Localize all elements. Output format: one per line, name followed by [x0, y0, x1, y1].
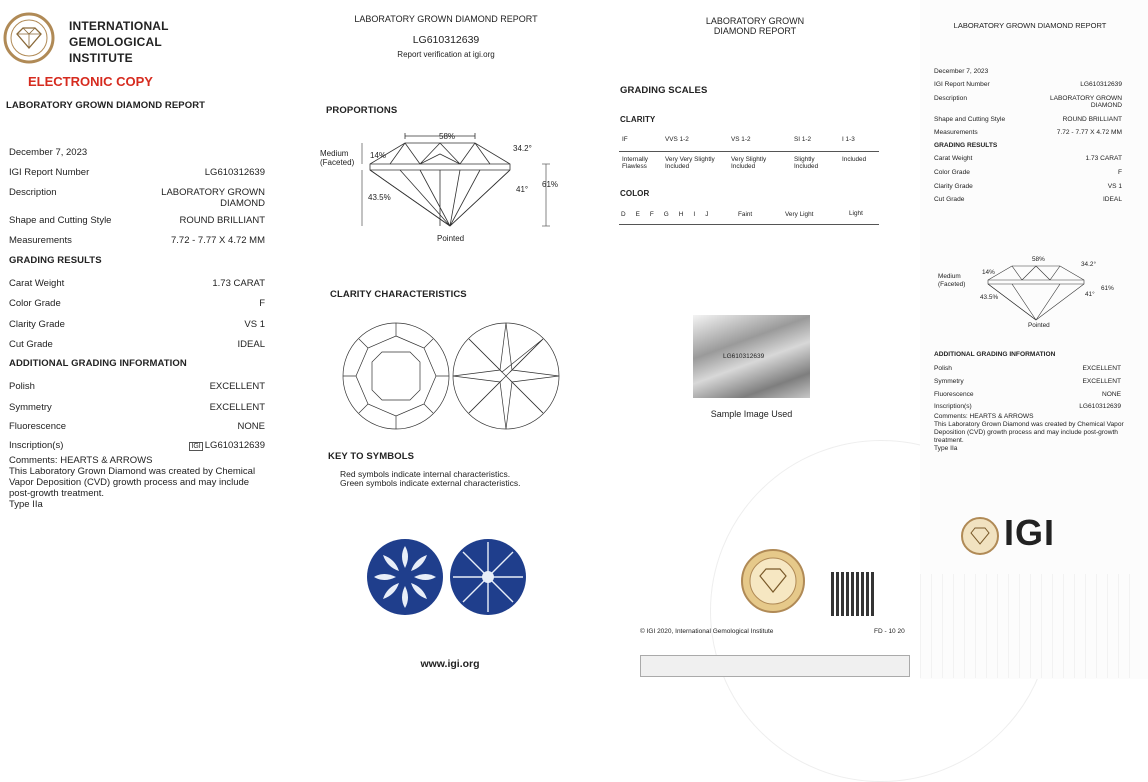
key-symbols-heading: KEY TO SYMBOLS	[328, 451, 415, 462]
report-title: LABORATORY GROWN DIAMOND REPORT	[6, 100, 206, 111]
clarity-desc-si: Slightly Included	[794, 156, 819, 170]
far-color: Color Grade F	[934, 169, 1122, 176]
proportions-heading: PROPORTIONS	[326, 105, 398, 116]
far-inscription: Inscription(s) LG610312639	[934, 403, 1121, 410]
field-color: Color Grade F	[9, 298, 265, 309]
mid-report-title: LABORATORY GROWN DIAMOND REPORT	[354, 14, 538, 24]
far-clarity: Clarity Grade VS 1	[934, 183, 1122, 190]
comments-block: Comments: HEARTS & ARROWS This Laboratory Grown Diamond was created by Chemical Vapor Deposition (CVD) growth process and may include post-growth treatment. Type IIa	[9, 455, 256, 510]
color-scale-label: COLOR	[620, 189, 650, 198]
color-letters: D E F G H I J	[621, 211, 709, 218]
far-cut: Cut Grade IDEAL	[934, 196, 1122, 203]
clarity-scale-label: CLARITY	[620, 115, 656, 124]
total-depth: 61%	[542, 180, 559, 189]
hearts-and-arrows-image	[364, 538, 528, 618]
field-fluorescence: Fluorescence NONE	[9, 421, 265, 432]
far-comments: Comments: HEARTS & ARROWS This Laboratory Grown Diamond was created by Chemical Vapor Deposition (CVD) growth process and may include post-growth treatment. Type IIa	[934, 413, 1124, 452]
form-code: FD - 10 20	[874, 628, 905, 635]
clarity-si: SI 1-2	[794, 136, 812, 143]
rotated-summary-strip	[920, 574, 1140, 678]
color-faint: Faint	[738, 211, 753, 218]
right-report-title: LABORATORY GROWN DIAMOND REPORT	[705, 16, 805, 36]
crown-angle: 34.2°	[513, 144, 532, 153]
electronic-copy-label: ELECTRONIC COPY	[28, 74, 153, 89]
field-polish: Polish EXCELLENT	[9, 381, 265, 392]
clarity-vs: VS 1-2	[731, 136, 751, 143]
girdle-label: Medium (Faceted)	[320, 149, 355, 167]
report-summary-panel	[0, 0, 300, 679]
additional-heading: ADDITIONAL GRADING INFORMATION	[9, 358, 187, 369]
field-cut: Cut Grade IDEAL	[9, 339, 265, 350]
culet-label: Pointed	[437, 234, 465, 243]
grading-scales-heading: GRADING SCALES	[620, 85, 708, 96]
pavilion-depth: 43.5%	[368, 193, 391, 202]
field-symmetry: Symmetry EXCELLENT	[9, 402, 265, 413]
website-link[interactable]: www.igi.org	[420, 658, 480, 670]
far-fluorescence: Fluorescence NONE	[934, 391, 1121, 398]
sample-caption: Sample Image Used	[710, 409, 793, 419]
table-pct: 58%	[439, 132, 456, 141]
igi-gold-seal-icon	[740, 548, 806, 614]
far-girdle: Medium (Faceted)	[938, 273, 966, 288]
igi-mini-icon: IGI	[191, 443, 201, 450]
far-crown-height: 14%	[982, 269, 995, 276]
sample-inscription-text: LG610312639	[723, 353, 765, 360]
field-report-number: IGI Report Number LG610312639	[9, 167, 265, 178]
crown-height: 14%	[370, 151, 387, 160]
far-symmetry: Symmetry EXCELLENT	[934, 378, 1121, 385]
field-shape: Shape and Cutting Style ROUND BRILLIANT	[9, 215, 265, 226]
far-polish: Polish EXCELLENT	[934, 365, 1121, 372]
verification-text: Report verification at igi.org	[397, 50, 495, 59]
field-measurements: Measurements 7.72 - 7.77 X 4.72 MM	[9, 235, 265, 246]
clarity-scale-line	[619, 151, 879, 152]
field-description: Description LABORATORY GROWN DIAMOND	[9, 187, 265, 209]
color-scale-line	[619, 224, 879, 225]
clarity-if: IF	[622, 136, 628, 143]
clarity-plot-diagram	[342, 322, 562, 432]
report-date: December 7, 2023	[9, 147, 88, 158]
far-report-number: IGI Report Number LG610312639	[934, 81, 1122, 88]
far-culet: Pointed	[1028, 322, 1050, 329]
sample-inscription-image	[693, 315, 810, 398]
grading-results-heading: GRADING RESULTS	[9, 255, 102, 266]
clarity-vvs: VVS 1-2	[665, 136, 689, 143]
qr-code-icon[interactable]	[831, 572, 875, 616]
igi-seal-icon	[3, 12, 55, 64]
color-very-light: Very Light	[785, 211, 814, 218]
far-additional-heading: ADDITIONAL GRADING INFORMATION	[934, 351, 1056, 358]
clarity-desc-vvs: Very Very Slightly Included	[665, 156, 715, 170]
far-date: December 7, 2023	[934, 68, 989, 75]
mid-report-number: LG610312639	[412, 34, 480, 46]
far-grading-heading: GRADING RESULTS	[934, 142, 998, 149]
field-carat: Carat Weight 1.73 CARAT	[9, 278, 265, 289]
far-shape: Shape and Cutting Style ROUND BRILLIANT	[934, 116, 1122, 123]
igi-logo-text: IGI	[1004, 512, 1056, 553]
far-carat: Carat Weight 1.73 CARAT	[934, 155, 1122, 162]
far-measurements: Measurements 7.72 - 7.77 X 4.72 MM	[934, 129, 1122, 136]
far-pavilion-depth: 43.5%	[980, 294, 999, 301]
far-igi-seal-icon	[960, 516, 1000, 556]
grading-scales-panel	[610, 0, 910, 679]
org-name: INTERNATIONAL GEMOLOGICAL INSTITUTE	[69, 19, 169, 65]
security-strip	[640, 655, 910, 677]
clarity-characteristics-heading: CLARITY CHARACTERISTICS	[330, 289, 467, 300]
far-pavilion-angle: 41°	[1085, 291, 1095, 298]
far-description: Description LABORATORY GROWN DIAMOND	[934, 95, 1122, 109]
clarity-i: I 1-3	[842, 136, 855, 143]
far-title: LABORATORY GROWN DIAMOND REPORT	[953, 21, 1107, 30]
color-light: Light	[849, 210, 863, 217]
summary-card-panel	[920, 0, 1148, 679]
clarity-desc-vs: Very Slightly Included	[731, 156, 767, 170]
far-crown-angle: 34.2°	[1081, 261, 1096, 268]
field-inscription: Inscription(s) IGI LG610312639	[9, 440, 265, 451]
proportions-panel	[300, 0, 610, 679]
far-depth: 61%	[1101, 285, 1114, 292]
pavilion-angle: 41°	[516, 185, 529, 194]
field-clarity: Clarity Grade VS 1	[9, 319, 265, 330]
far-table-pct: 58%	[1032, 256, 1045, 263]
copyright-text: © IGI 2020, International Gemological Institute	[640, 628, 774, 635]
key-text: Red symbols indicate internal characteristics. Green symbols indicate external characteristics.	[340, 469, 521, 488]
clarity-desc-if: Internally Flawless	[622, 156, 648, 170]
clarity-desc-i: Included	[842, 156, 867, 163]
